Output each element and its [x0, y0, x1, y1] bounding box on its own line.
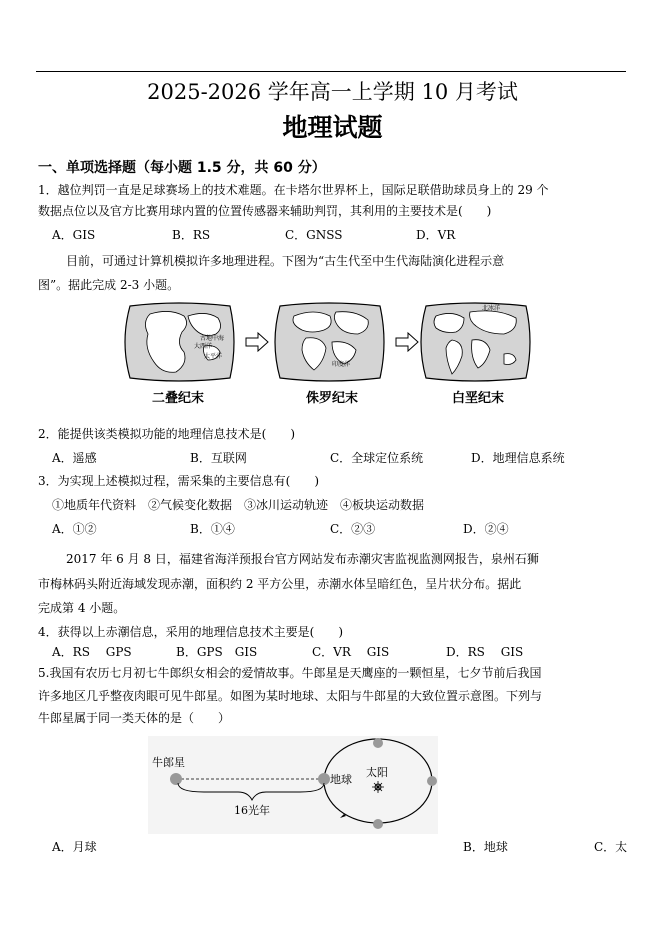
q2-option-c: C．全球定位系统 — [330, 451, 424, 465]
label-atlantic: 大西洋 — [194, 343, 213, 350]
q5-option-b: B．地球 — [463, 840, 508, 854]
map-permian — [125, 303, 234, 381]
q4-option-d: D．RS GIS — [446, 645, 524, 659]
intro23-line2: 图”。据此完成 2-3 小题。 — [38, 278, 180, 292]
q5-line2: 许多地区几乎整夜肉眼可见牛郎星。如图为某时地球、太阳与牛郎星的大致位置示意图。下列与 — [38, 689, 543, 703]
map-cretaceous — [421, 303, 530, 381]
orbit-point-right — [427, 776, 437, 786]
q5-line3: 牛郎星属于同一类天体的是（ ） — [38, 711, 231, 725]
q2-option-d: D．地理信息系统 — [471, 451, 565, 465]
q3-stem: 3．为实现上述模拟过程，需采集的主要信息有( ) — [38, 474, 320, 488]
q1-line1: 1．越位判罚一直是足球赛场上的技术难题。在卡塔尔世界杯上，国际足联借助球员身上的 29 个 — [38, 183, 549, 197]
label-paleo-tethys: 古地中海 — [200, 335, 225, 342]
intro4-line1: 2017 年 6 月 8 日，福建省海洋预报台官方网站发布赤潮灾害监视监测网报告，泉州石狮 — [66, 552, 539, 566]
figure-background — [148, 736, 438, 834]
intro23-line1: 目前，可通过计算机模拟许多地理进程。下图为“古生代至中生代海陆演化进程示意 — [66, 254, 505, 268]
q2-option-a: A．遥感 — [52, 451, 97, 465]
header-rule — [36, 71, 626, 72]
arrow-right-icon — [396, 333, 418, 351]
q1-option-c: C．GNSS — [285, 228, 343, 242]
q4-option-c: C．VR GIS — [312, 645, 390, 659]
label-arctic: 北冰洋 — [482, 305, 501, 312]
q3-option-c: C．②③ — [330, 522, 376, 536]
label-pacific-1: 太平洋 — [204, 353, 223, 360]
altair-star — [170, 773, 182, 785]
q5-option-a: A．月球 — [52, 840, 97, 854]
altair-label: 牛郎星 — [152, 756, 185, 769]
distance-label: 16光年 — [234, 804, 270, 817]
altair-earth-sun-figure — [148, 736, 438, 834]
q4-option-b: B．GPS GIS — [176, 645, 258, 659]
intro4-line2: 市梅林码头附近海域发现赤潮，面积约 2 平方公里，赤潮水体呈暗红色，呈片状分布。据此 — [38, 577, 522, 591]
q1-option-a: A．GIS — [52, 228, 96, 242]
sun-label: 太阳 — [366, 766, 388, 779]
caption-cretaceous: 白垩纪末 — [452, 391, 505, 406]
q1-option-d: D．VR — [416, 228, 456, 242]
map-jurassic — [275, 303, 384, 381]
q5-option-c: C．太 — [594, 840, 628, 854]
q4-option-a: A．RS GPS — [52, 645, 132, 659]
caption-permian: 二叠纪末 — [152, 391, 205, 406]
q3-option-a: A．①② — [52, 522, 97, 536]
q4-stem: 4．获得以上赤潮信息，采用的地理信息技术主要是( ) — [38, 625, 344, 639]
intro4-line3: 完成第 4 小题。 — [38, 601, 126, 615]
exam-title: 2025-2026 学年高一上学期 10 月考试 — [147, 80, 518, 104]
paleogeography-figure — [118, 302, 538, 408]
label-indian-ocean: 印度洋 — [332, 361, 351, 368]
q2-option-b: B．互联网 — [190, 451, 247, 465]
q5-line1: 5.我国有农历七月初七牛郎织女相会的爱情故事。牛郎星是天鹰座的一颗恒星，七夕节前后我国 — [38, 666, 542, 680]
q3-option-d: D．②④ — [463, 522, 509, 536]
earth-label: 地球 — [330, 773, 352, 786]
subject-title: 地理试题 — [282, 113, 383, 142]
section-heading: 一、单项选择题（每小题 1.5 分，共 60 分） — [38, 160, 326, 176]
q1-line2: 数据点位以及官方比赛用球内置的位置传感器来辅助判罚，其利用的主要技术是( ) — [38, 204, 492, 218]
orbit-point-top — [373, 738, 383, 748]
q3-items: ①地质年代资料 ②气候变化数据 ③冰川运动轨迹 ④板块运动数据 — [52, 498, 425, 512]
caption-jurassic: 侏罗纪末 — [306, 391, 359, 406]
q2-stem: 2．能提供该类模拟功能的地理信息技术是( ) — [38, 427, 295, 441]
q3-option-b: B．①④ — [190, 522, 235, 536]
orbit-point-bottom — [373, 819, 383, 829]
q1-option-b: B．RS — [172, 228, 211, 242]
arrow-right-icon — [246, 333, 268, 351]
